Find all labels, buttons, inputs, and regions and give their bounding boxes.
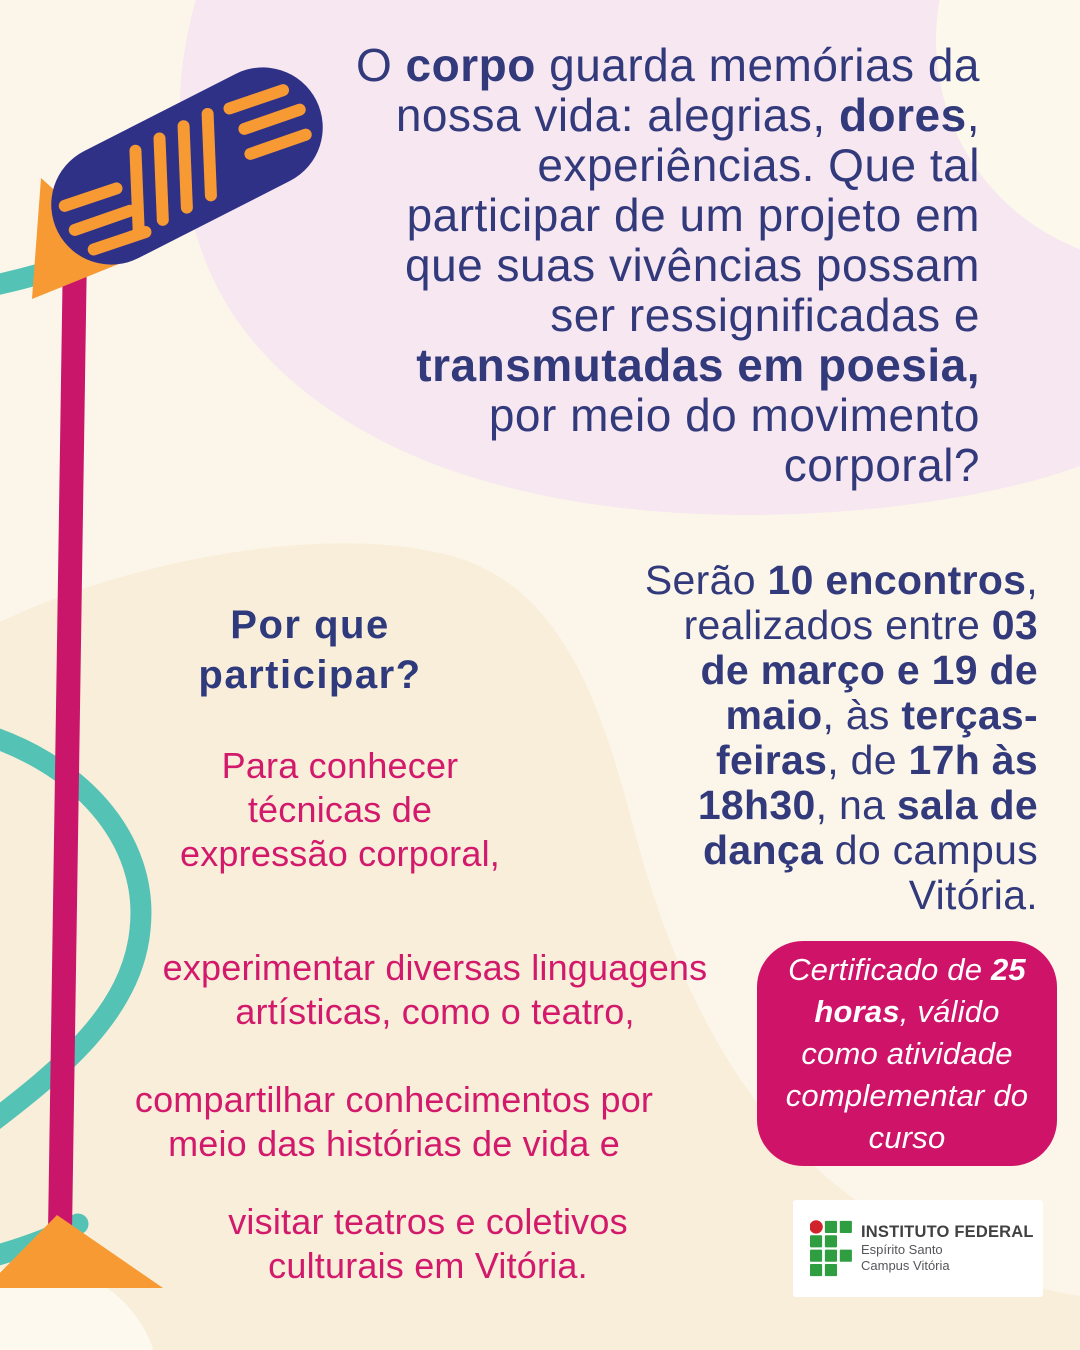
- reason-artistic-languages: experimentar diversas linguagens artísticas, como o teatro,: [162, 947, 708, 1032]
- certificate-text: Certificado de 25 horas, válido como atividade complementar do curso: [785, 951, 1029, 1155]
- schedule-paragraph: Serão 10 encontros, realizados entre 03 de março e 19 de maio, às terças- feiras, de 17h às 18h30, na sala de dança do campus Vitória.: [644, 557, 1038, 918]
- if-logo-mark-icon: [810, 1220, 852, 1277]
- logo-state-name: Espírito Santo: [861, 1242, 943, 1257]
- logo-text-block: [861, 1223, 1034, 1274]
- intro-paragraph: O corpo guarda memórias da nossa vida: alegrias, dores, experiências. Que tal participar de um projeto em que suas vivências possam ser ressignificadas e transmutadas em poesia, por meio do movimento corporal?: [355, 39, 980, 491]
- logo-campus-name: Campus Vitória: [861, 1258, 950, 1273]
- certificate-badge: [757, 941, 1057, 1166]
- reason-visit-theaters: visitar teatros e coletivos culturais em Vitória.: [228, 1201, 628, 1286]
- logo-institution-name: INSTITUTO FEDERAL: [861, 1223, 1034, 1241]
- reason-expression-techniques: Para conhecer técnicas de expressão corporal,: [180, 745, 500, 874]
- reason-share-knowledge: compartilhar conhecimentos por meio das histórias de vida e: [134, 1079, 654, 1164]
- why-participate-heading: Por que participar?: [198, 603, 422, 697]
- instituto-federal-logo: [793, 1200, 1043, 1297]
